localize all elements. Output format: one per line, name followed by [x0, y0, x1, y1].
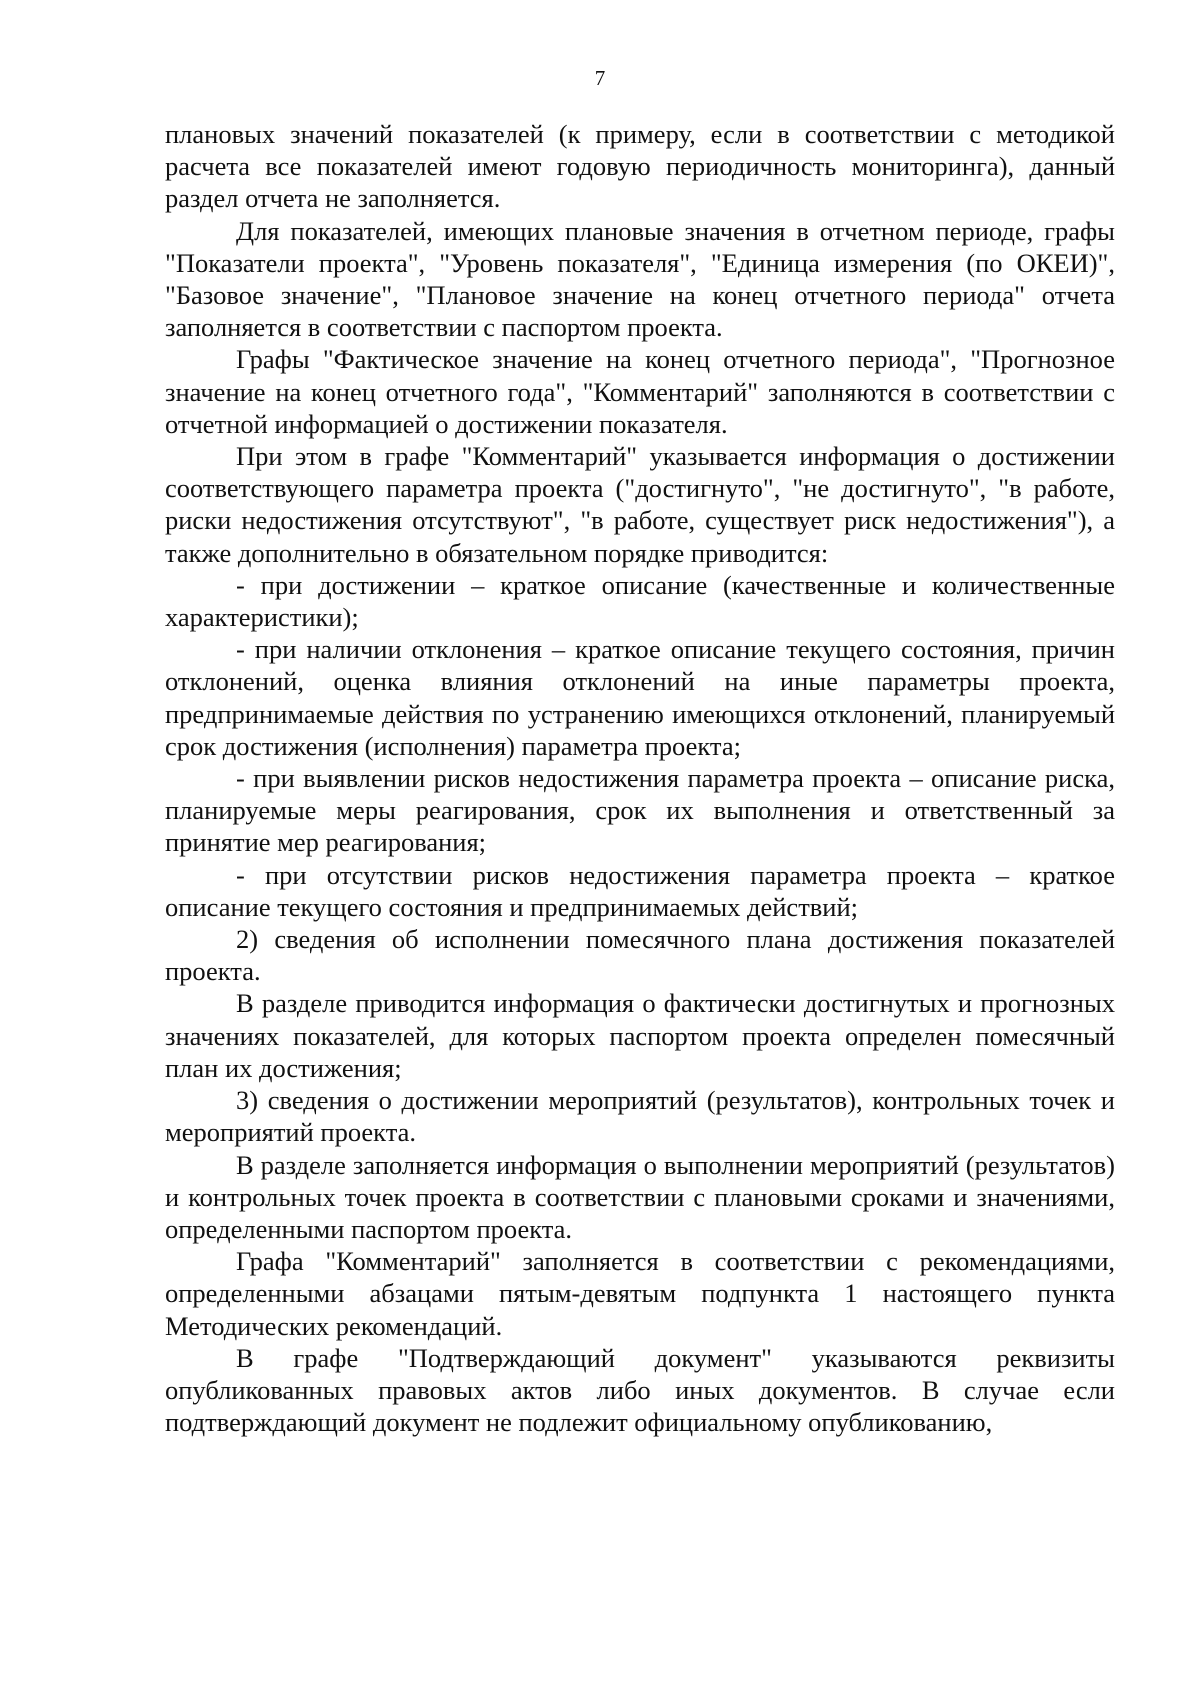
list-item-no-risks: - при отсутствии рисков недостижения параметра проекта – краткое описание текущего состояния и предпринимаемых действий;: [165, 859, 1115, 922]
paragraph-actual-values: Графы "Фактическое значение на конец отчетного периода", "Прогнозное значение на конец отчетного года", "Комментарий" заполняются в соответствии с отчетной информацией о достижении показателя.: [165, 344, 1115, 439]
paragraph-confirming-document: В графе "Подтверждающий документ" указываются реквизиты опубликованных правовых актов либо иных документов. В случае если подтверждающий документ не подлежит официальному опубликованию,: [165, 1342, 1115, 1438]
paragraph-continuation: плановых значений показателей (к примеру, если в соответствии с методикой расчета все показателей имеют годовую периодичность мониторинга), данный раздел отчета не заполняется.: [165, 119, 1115, 214]
list-item-deviation: - при наличии отклонения – краткое описание текущего состояния, причин отклонений, оценка влияния отклонений на иные параметры проекта, предпринимаемые действия по устранению имеющихся отклонений, планируемый срок достижения (исполнения) параметра проекта;: [165, 634, 1115, 761]
list-item-achievement: - при достижении – краткое описание (качественные и количественные характеристики);: [165, 569, 1115, 633]
paragraph-section-2-description: В разделе приводится информация о фактически достигнутых и прогнозных значениях показателей, для которых паспортом проекта определен помесячный план их достижения;: [165, 988, 1115, 1083]
document-body: [165, 118, 1115, 1438]
paragraph-section-2: 2) сведения об исполнении помесячного плана достижения показателей проекта.: [165, 924, 1115, 987]
page-number: 7: [594, 66, 606, 90]
list-item-risks: - при выявлении рисков недостижения параметра проекта – описание риска, планируемые меры реагирования, срок их выполнения и ответственный за принятие мер реагирования;: [165, 763, 1115, 858]
paragraph-comment-column-2: Графа "Комментарий" заполняется в соответствии с рекомендациями, определенными абзацами пятым-девятым подпункта 1 настоящего пункта Методических рекомендаций.: [165, 1246, 1115, 1341]
paragraph-planned-values: Для показателей, имеющих плановые значения в отчетном периоде, графы "Показатели проекта", "Уровень показателя", "Единица измерения (по ОКЕИ)", "Базовое значение", "Плановое значение на конец отчетного периода" отчета заполняется в соответствии с паспортом проекта.: [165, 215, 1115, 343]
paragraph-section-3-description: В разделе заполняется информация о выполнении мероприятий (результатов) и контрольных точек проекта в соответствии с плановыми сроками и значениями, определенными паспортом проекта.: [165, 1149, 1115, 1244]
paragraph-section-3: 3) сведения о достижении мероприятий (результатов), контрольных точек и мероприятий проекта.: [165, 1085, 1115, 1148]
paragraph-comment-column: При этом в графе "Комментарий" указывается информация о достижении соответствующего параметра проекта ("достигнуто", "не достигнуто", "в работе, риски недостижения отсутствуют", "в работе, существует риск недостижения"), а также дополнительно в обязательном порядке приводится:: [165, 441, 1115, 568]
